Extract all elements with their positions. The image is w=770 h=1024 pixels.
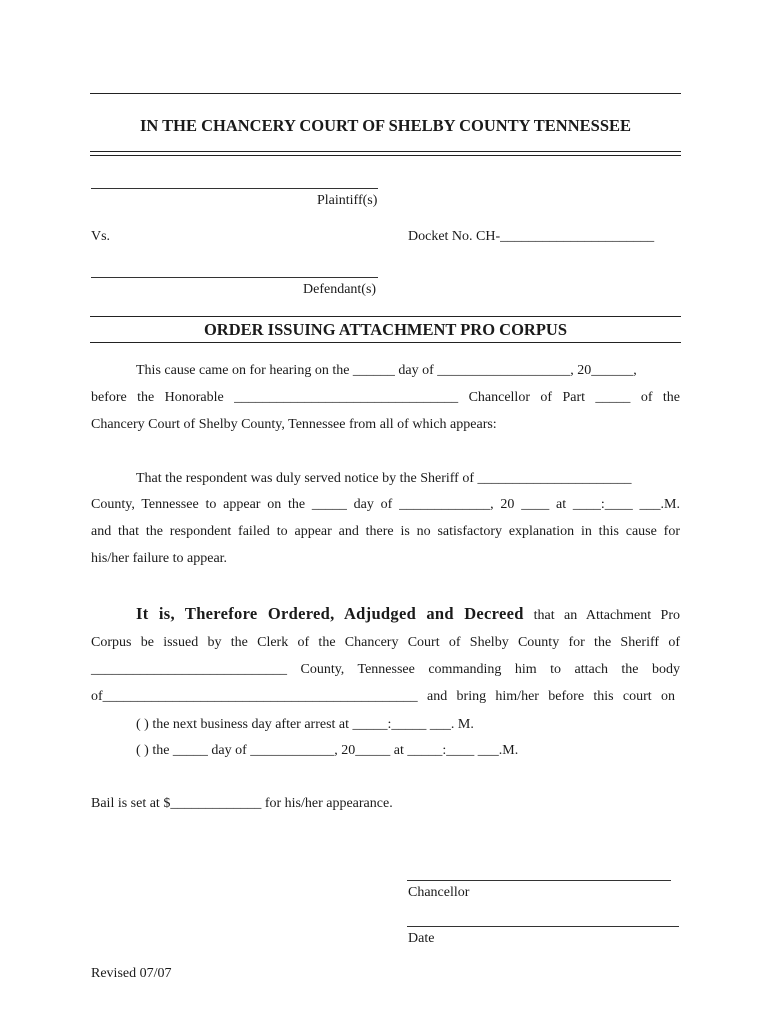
service-line-3: and that the respondent failed to appear and there is no satisfactory explanation in this cause for (91, 524, 680, 539)
header-top-rule (90, 93, 681, 94)
date-line[interactable] (407, 926, 679, 927)
service-line-4: his/her failure to appear. (91, 551, 228, 566)
ordered-adjudged-decreed: It is, Therefore Ordered, Adjudged and Decreed (136, 604, 524, 623)
order-title-top-rule (90, 316, 681, 317)
docket-number-field[interactable]: Docket No. CH-______________________ (408, 229, 655, 244)
revised-note: Revised 07/07 (91, 966, 172, 981)
date-label: Date (408, 931, 435, 946)
chancellor-label: Chancellor (408, 885, 470, 900)
hearing-line-1: This cause came on for hearing on the ______ day of ___________________, 20______, (136, 363, 637, 378)
chancellor-signature-line[interactable] (407, 880, 671, 881)
order-title: ORDER ISSUING ATTACHMENT PRO CORPUS (203, 320, 568, 339)
ordered-line-4: of_____________________________________________ and bring him/her before this court on (91, 689, 675, 704)
ordered-line-1 (136, 604, 680, 624)
header-bottom-rule-2 (90, 155, 681, 156)
hearing-line-3: Chancery Court of Shelby County, Tennessee from all of which appears: (91, 417, 497, 432)
defendant-name-line[interactable] (91, 277, 378, 278)
option-next-business-day[interactable]: ( ) the next business day after arrest at _____:_____ ___. M. (136, 717, 474, 732)
plaintiff-label: Plaintiff(s) (317, 193, 378, 208)
defendant-label: Defendant(s) (303, 282, 377, 297)
option-specific-date[interactable]: ( ) the _____ day of ____________, 20_____ at _____:____ ___.M. (136, 743, 519, 758)
service-line-1: That the respondent was duly served notice by the Sheriff of ______________________ (136, 471, 632, 486)
hearing-line-2: before the Honorable ________________________________ Chancellor of Part _____ of the (91, 390, 680, 405)
ordered-line-2: Corpus be issued by the Clerk of the Chancery Court of Shelby County for the Sheriff of (91, 635, 680, 650)
ordered-line-1-rest: that an Attachment Pro (533, 608, 680, 623)
vs-label: Vs. (91, 229, 111, 244)
service-line-2: County, Tennessee to appear on the _____ day of _____________, 20 ____ at ____:____ ___.M. (91, 497, 680, 512)
header-bottom-rule-1 (90, 151, 681, 152)
plaintiff-name-line[interactable] (91, 188, 378, 189)
bail-line: Bail is set at $_____________ for his/her appearance. (91, 796, 393, 811)
court-title: IN THE CHANCERY COURT OF SHELBY COUNTY TENNESSEE (139, 116, 632, 135)
ordered-line-3: ____________________________ County, Tennessee commanding him to attach the body (91, 662, 680, 677)
order-title-bottom-rule (90, 342, 681, 343)
